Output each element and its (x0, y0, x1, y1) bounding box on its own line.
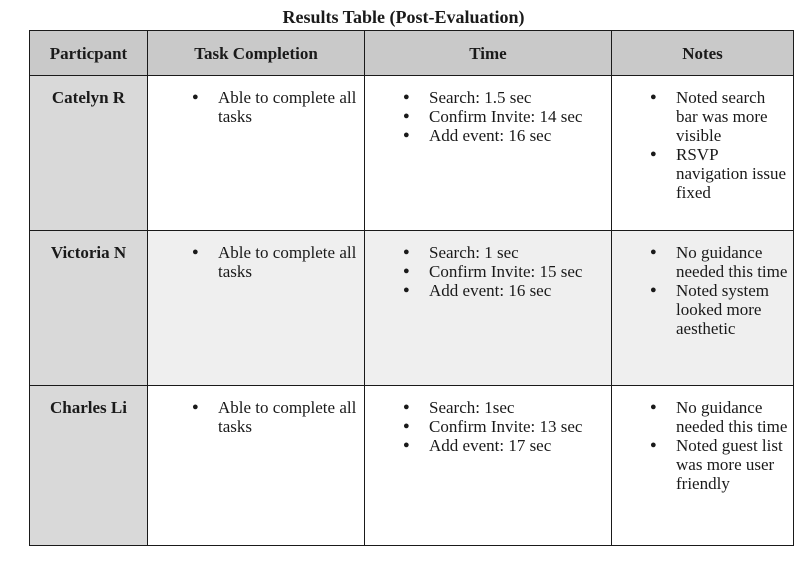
table-caption: Results Table (Post-Evaluation) (282, 7, 525, 27)
list-item: ● No guidance needed this time (676, 243, 789, 281)
list-item: ● Able to complete all tasks (218, 398, 360, 436)
notes-list (616, 88, 789, 202)
list-item: ● Noted search bar was more visible (676, 88, 789, 145)
notes-cell (612, 76, 794, 231)
list-item: ● Add event: 17 sec (429, 436, 607, 455)
time-list (369, 243, 607, 300)
notes-cell (612, 386, 794, 546)
header-row (30, 31, 794, 76)
list-item: ● Confirm Invite: 14 sec (429, 107, 607, 126)
list-item: ● No guidance needed this time (676, 398, 789, 436)
task-completion-list (152, 88, 360, 126)
table-row (30, 386, 794, 546)
notes-list (616, 398, 789, 493)
time-cell (365, 76, 612, 231)
list-item: ● Search: 1sec (429, 398, 607, 417)
participant-name: Charles Li (30, 386, 148, 546)
list-item: ● Search: 1.5 sec (429, 88, 607, 107)
list-item: ● Able to complete all tasks (218, 243, 360, 281)
participant-name: Victoria N (30, 231, 148, 386)
list-item: ● Add event: 16 sec (429, 281, 607, 300)
list-item: ● Noted system looked more aesthetic (676, 281, 789, 338)
header-task-completion: Task Completion (148, 31, 365, 76)
header-time: Time (365, 31, 612, 76)
table-row (30, 231, 794, 386)
list-item: ● Search: 1 sec (429, 243, 607, 262)
time-list (369, 88, 607, 145)
list-item: ● RSVP navigation issue fixed (676, 145, 789, 202)
notes-cell (612, 231, 794, 386)
list-item: ● Noted guest list was more user friendly (676, 436, 789, 493)
list-item: ● Able to complete all tasks (218, 88, 360, 126)
time-cell (365, 231, 612, 386)
task-completion-cell (148, 76, 365, 231)
task-completion-cell (148, 386, 365, 546)
list-item: ● Confirm Invite: 15 sec (429, 262, 607, 281)
task-completion-list (152, 243, 360, 281)
time-cell (365, 386, 612, 546)
header-participant: Particpant (30, 31, 148, 76)
task-completion-list (152, 398, 360, 436)
results-table (29, 30, 794, 546)
list-item: ● Confirm Invite: 13 sec (429, 417, 607, 436)
header-notes: Notes (612, 31, 794, 76)
task-completion-cell (148, 231, 365, 386)
time-list (369, 398, 607, 455)
list-item: ● Add event: 16 sec (429, 126, 607, 145)
table-row (30, 76, 794, 231)
notes-list (616, 243, 789, 338)
participant-name: Catelyn R (30, 76, 148, 231)
